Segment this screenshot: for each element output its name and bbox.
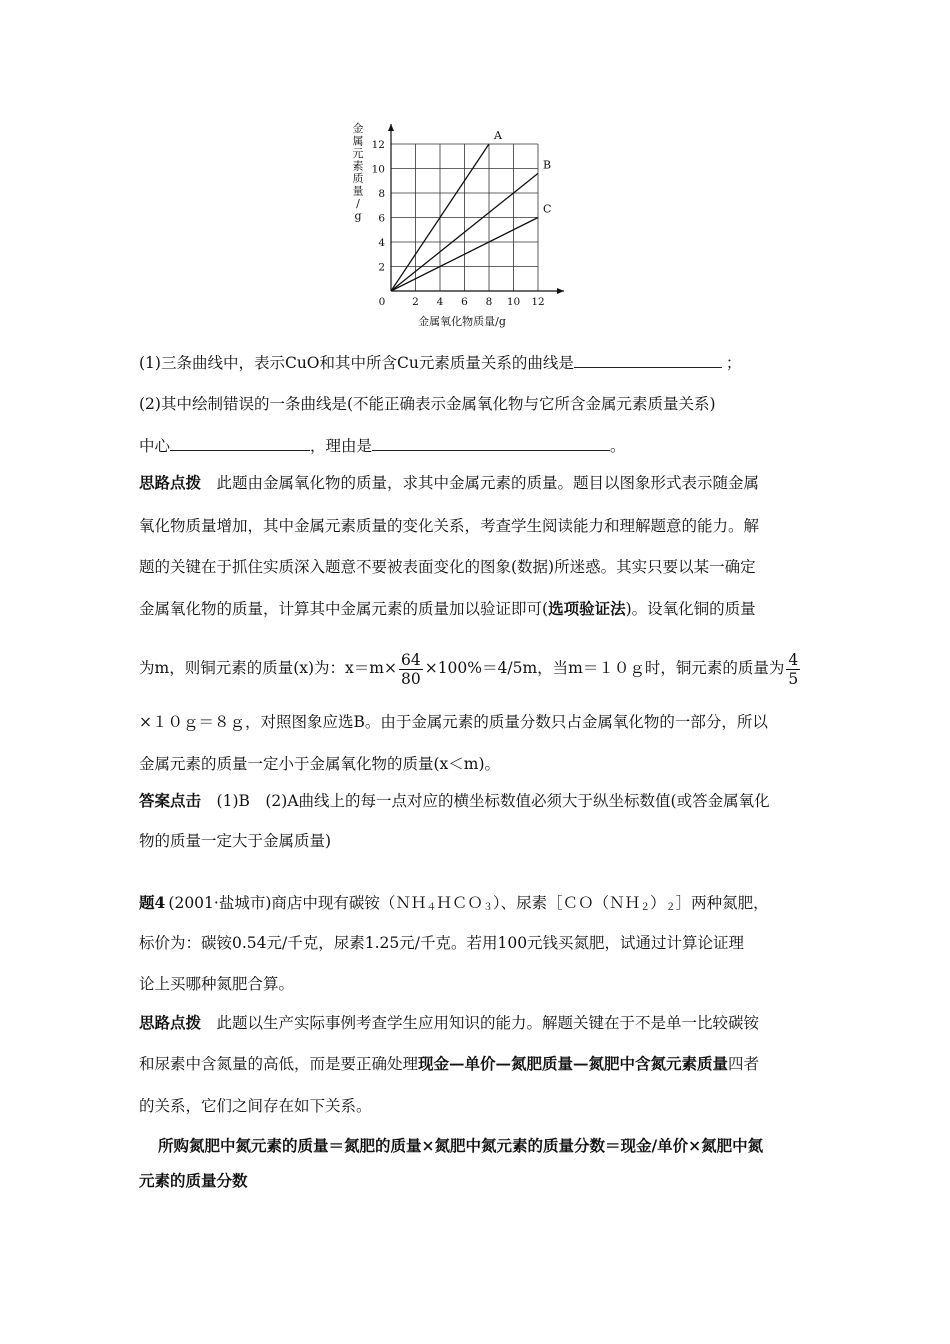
ylabel-char: g <box>354 209 362 223</box>
question-4-line-2: 标价为：碳铵0.54元/千克，尿素1.25元/千克。若用100元钱买氮肥，试通过计算论证理 <box>139 934 745 952</box>
analysis-1-line-5: 为m，则铜元素的质量(x)为：x＝m× $\frac{64}{80}$ ×100%＝4/5m，当m＝１０ｇ时，铜元素的质量为 $\frac{4}{5}$ <box>139 650 799 688</box>
analysis-label: 思路点拨 <box>139 1013 202 1032</box>
analysis-1-line-4: 金属氧化物的质量，计算其中金属元素的质量加以验证即可(选项验证法)。设氧化铜的质量 <box>139 599 756 618</box>
answer-label: 答案点击 <box>139 791 202 810</box>
y-tick-label: 4 <box>378 237 385 249</box>
y-tick-label: 10 <box>371 163 385 176</box>
analysis-label: 思路点拨 <box>139 473 202 492</box>
ylabel-char: / <box>356 197 360 210</box>
fraction-4-5: $\frac{4}{5}$ <box>788 650 799 688</box>
analysis-2-line-1: 思路点拨 此题以生产实际事例考查学生应用知识的能力。解题关键在于不是单一比较碳铵 <box>139 1013 760 1032</box>
analysis-1-line-1: 思路点拨 此题由金属氧化物的质量，求其中金属元素的质量。题目以图象形式表示随金属 <box>139 473 760 492</box>
chart-ticks <box>372 139 545 308</box>
analysis-2-line-3: 的关系，它们之间存在如下关系。 <box>139 1097 372 1115</box>
analysis-2-line-5: 元素的质量分数 <box>139 1171 248 1190</box>
x-tick-label: 10 <box>506 296 521 308</box>
chart-xlabel: 金属氧化物质量/g <box>418 315 506 328</box>
x-tick-label: 12 <box>531 296 545 308</box>
y-tick-label: 2 <box>378 261 385 274</box>
answer-line-2: 物的质量一定大于金属质量) <box>139 832 332 850</box>
analysis-2-line-4: 所购氮肥中氮元素的质量＝氮肥的质量×氮肥中氮元素的质量分数＝现金/单价×氮肥中氮 <box>158 1136 764 1155</box>
analysis-1-line-7: 金属元素的质量一定小于金属氧化物的质量(x＜m)。 <box>139 755 501 773</box>
x-tick-label: 2 <box>412 296 419 308</box>
analysis-1-line-6: ×１０ｇ＝８ｇ，对照图象应选B。由于金属元素的质量分数只占金属氧化物的一部分，所以 <box>139 713 768 731</box>
question-2-line-1: (2)其中绘制错误的一条曲线是(不能正确表示金属氧化物与它所含金属元素质量关系) <box>139 395 716 413</box>
ylabel-char: 金 <box>352 122 364 135</box>
series-label-B: B <box>543 158 552 172</box>
question-4-line-3: 论上买哪种氮肥合算。 <box>139 975 295 993</box>
x-axis-arrow <box>557 288 564 294</box>
x-tick-label: 8 <box>485 296 493 308</box>
y-tick-label: 6 <box>378 212 385 225</box>
question-1: (1)三条曲线中，表示CuO和其中所含Cu元素质量关系的曲线是 ； <box>139 354 742 372</box>
question-2-line-2: 中心 ，理由是 。 <box>139 437 626 455</box>
answer-blank-1[interactable] <box>574 352 722 368</box>
ylabel-char: 质 <box>352 172 364 185</box>
x-tick-label: 0 <box>378 296 386 308</box>
analysis-1-line-3: 题的关键在于抓住实质深入题意不要被表面变化的图象(数据)所迷惑。其实只要以某一确定 <box>139 558 756 576</box>
y-axis-arrow <box>388 124 394 131</box>
x-tick-label: 6 <box>461 296 468 308</box>
analysis-2-line-2: 和尿素中含氮量的高低，而是要正确处理现金—单价—氮肥质量—氮肥中含氮元素质量四者 <box>139 1054 760 1073</box>
y-tick-label: 8 <box>378 188 385 200</box>
ylabel-char: 素 <box>352 159 364 173</box>
x-tick-label: 4 <box>436 296 444 308</box>
question-4-label: 题4 <box>139 893 166 912</box>
chart-grid <box>391 144 538 291</box>
fraction-64-80: $\frac{64}{80}$ <box>400 650 421 688</box>
question-4-line-1: 题4 (2001·盐城市)商店中现有碳铵（ＮＨ$_4$ＨＣＯ$_3$）、尿素$[CO(NH_2)_2]$两种氮肥， <box>139 893 769 913</box>
analysis-1-line-2: 氧化物质量增加，其中金属元素质量的变化关系，考查学生阅读能力和理解题意的能力。解 <box>139 517 760 535</box>
series-label-A: A <box>494 129 502 142</box>
y-tick-label: 12 <box>371 139 385 151</box>
series-label-C: C <box>543 202 552 216</box>
metal-mass-chart <box>340 118 580 333</box>
ylabel-char: 量 <box>352 184 364 198</box>
answer-blank-3[interactable] <box>372 435 610 451</box>
answer-line-1: 答案点击 (1)B (2)A曲线上的每一点对应的横坐标数值必须大于纵坐标数值(或答金属氧化 <box>139 791 770 810</box>
chart-axes <box>388 124 564 294</box>
ylabel-char: 元 <box>352 147 364 160</box>
ylabel-char: 属 <box>352 134 364 148</box>
chart-ylabel <box>353 121 364 223</box>
answer-blank-2[interactable] <box>170 435 310 451</box>
